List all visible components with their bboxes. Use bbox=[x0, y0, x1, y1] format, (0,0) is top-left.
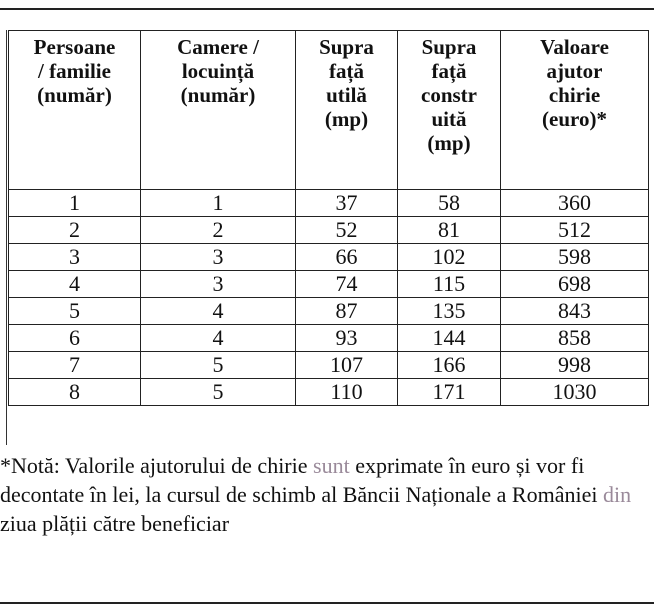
table-header-row bbox=[9, 31, 649, 190]
footnote-highlight-din: din bbox=[602, 482, 632, 507]
table-row bbox=[9, 379, 649, 406]
header-rooms: Camere / locuință (număr) bbox=[141, 31, 296, 190]
cell-useful-area: 93 bbox=[296, 325, 398, 352]
cell-rooms: 3 bbox=[141, 244, 296, 271]
cell-built-area: 115 bbox=[398, 271, 501, 298]
cell-persons: 1 bbox=[9, 190, 141, 217]
footnote-highlight-sunt: sunt bbox=[313, 453, 350, 478]
footnote-text-start: *Notă: Valorile ajutorului de chirie bbox=[0, 453, 314, 478]
footnote-text-middle: exprimate în euro și vor fi decontate în lei, la cursul de schimb al Băncii Naționale a României bbox=[0, 453, 603, 507]
cell-useful-area: 107 bbox=[296, 352, 398, 379]
cell-rent-value: 598 bbox=[501, 244, 649, 271]
footnote-text-end: ziua plății către beneficiar bbox=[0, 511, 230, 536]
cell-persons: 5 bbox=[9, 298, 141, 325]
cell-built-area: 166 bbox=[398, 352, 501, 379]
cell-built-area: 58 bbox=[398, 190, 501, 217]
cell-persons: 7 bbox=[9, 352, 141, 379]
cell-rent-value: 858 bbox=[501, 325, 649, 352]
cell-rooms: 3 bbox=[141, 271, 296, 298]
cell-rooms: 5 bbox=[141, 352, 296, 379]
table-row bbox=[9, 244, 649, 271]
cell-built-area: 144 bbox=[398, 325, 501, 352]
cell-persons: 4 bbox=[9, 271, 141, 298]
table-row bbox=[9, 298, 649, 325]
cell-rooms: 2 bbox=[141, 217, 296, 244]
header-useful-area: Supra față utilă (mp) bbox=[296, 31, 398, 190]
bottom-rule bbox=[0, 602, 654, 604]
cell-persons: 6 bbox=[9, 325, 141, 352]
footnote bbox=[0, 451, 650, 538]
cell-rent-value: 360 bbox=[501, 190, 649, 217]
left-margin-stub bbox=[0, 30, 7, 445]
cell-persons: 3 bbox=[9, 244, 141, 271]
cell-useful-area: 87 bbox=[296, 298, 398, 325]
cell-useful-area: 37 bbox=[296, 190, 398, 217]
table-row bbox=[9, 271, 649, 298]
cell-persons: 2 bbox=[9, 217, 141, 244]
rent-assistance-table bbox=[8, 30, 649, 406]
cell-useful-area: 110 bbox=[296, 379, 398, 406]
cell-built-area: 102 bbox=[398, 244, 501, 271]
cell-rooms: 4 bbox=[141, 298, 296, 325]
cell-useful-area: 66 bbox=[296, 244, 398, 271]
table-row bbox=[9, 217, 649, 244]
cell-rooms: 5 bbox=[141, 379, 296, 406]
cell-rent-value: 843 bbox=[501, 298, 649, 325]
cell-built-area: 81 bbox=[398, 217, 501, 244]
cell-built-area: 171 bbox=[398, 379, 501, 406]
cell-built-area: 135 bbox=[398, 298, 501, 325]
top-rule bbox=[0, 8, 654, 10]
header-built-area: Supra față constr uită (mp) bbox=[398, 31, 501, 190]
header-persons: Persoane / familie (număr) bbox=[9, 31, 141, 190]
cell-rooms: 1 bbox=[141, 190, 296, 217]
cell-rent-value: 512 bbox=[501, 217, 649, 244]
cell-rooms: 4 bbox=[141, 325, 296, 352]
cell-useful-area: 74 bbox=[296, 271, 398, 298]
cell-rent-value: 698 bbox=[501, 271, 649, 298]
cell-useful-area: 52 bbox=[296, 217, 398, 244]
table-row bbox=[9, 352, 649, 379]
table-row bbox=[9, 190, 649, 217]
header-rent-value: Valoare ajutor chirie (euro)* bbox=[501, 31, 649, 190]
cell-rent-value: 1030 bbox=[501, 379, 649, 406]
table-row bbox=[9, 325, 649, 352]
cell-rent-value: 998 bbox=[501, 352, 649, 379]
cell-persons: 8 bbox=[9, 379, 141, 406]
